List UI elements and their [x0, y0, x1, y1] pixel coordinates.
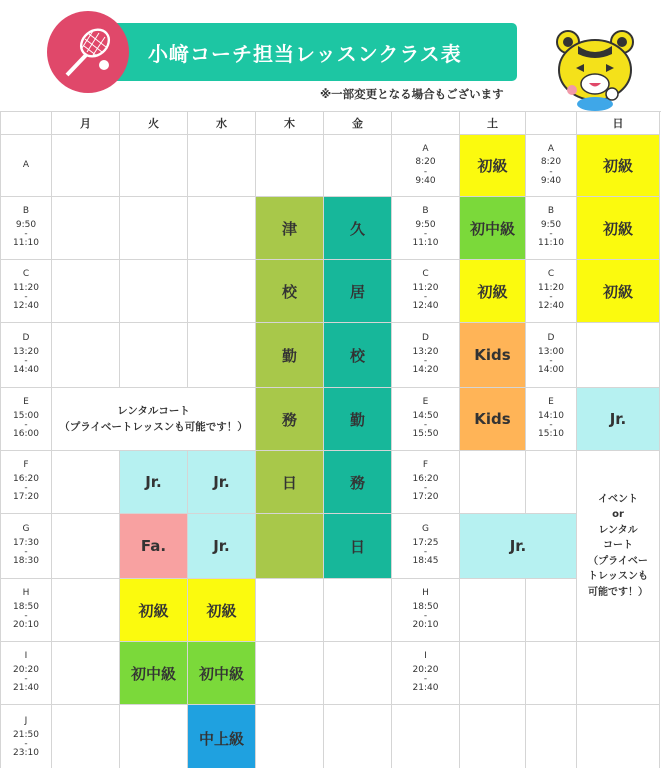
- day-header-sat: 土: [460, 112, 526, 135]
- lesson-sat-e: Kids: [460, 388, 526, 451]
- time-slot-e: E 15:00 - 16:00: [1, 388, 52, 451]
- tennis-racket-logo: [47, 11, 129, 93]
- empty-cell: [256, 579, 324, 642]
- lesson-sat-b: 初中級: [460, 197, 526, 260]
- sat-time-slot-f: F 16:20 - 17:20: [392, 451, 460, 514]
- empty-cell: [120, 197, 188, 260]
- empty-cell: [460, 451, 526, 514]
- lesson-thu-e: 務: [256, 388, 324, 451]
- time-slot-d: D 13:20 - 14:40: [1, 323, 52, 388]
- sat-time-slot-b: B 9:50 - 11:10: [392, 197, 460, 260]
- lesson-wed-i: 初中級: [188, 642, 256, 705]
- tennis-racket-icon: [57, 21, 119, 83]
- lesson-sun-b: 初級: [577, 197, 660, 260]
- empty-cell: [526, 579, 577, 642]
- sat-time-slot-d: D 13:20 - 14:20: [392, 323, 460, 388]
- sat-time-slot-a: A 8:20 - 9:40: [392, 135, 460, 197]
- lesson-sat-c: 初級: [460, 260, 526, 323]
- day-header-tue: 火: [120, 112, 188, 135]
- empty-cell: [120, 260, 188, 323]
- time-slot-a: A: [1, 135, 52, 197]
- sat-time-slot-c: C 11:20 - 12:40: [392, 260, 460, 323]
- empty-cell: [52, 323, 120, 388]
- lesson-thu-g: [256, 514, 324, 579]
- empty-cell: [256, 642, 324, 705]
- lesson-sat-g: Jr.: [460, 514, 577, 579]
- empty-cell: [52, 579, 120, 642]
- empty-cell: [392, 705, 460, 768]
- time-slot-j: J 21:50 - 23:10: [1, 705, 52, 768]
- empty-cell: [52, 135, 120, 197]
- sun-time-slot-a: A 8:20 - 9:40: [526, 135, 577, 197]
- empty-cell: [460, 642, 526, 705]
- lesson-wed-j: 中上級: [188, 705, 256, 768]
- empty-cell: [188, 197, 256, 260]
- empty-cell: [256, 705, 324, 768]
- schedule-table: [0, 111, 661, 768]
- lesson-wed-f: Jr.: [188, 451, 256, 514]
- empty-cell: [52, 642, 120, 705]
- sun-time-slot-c: C 11:20 - 12:40: [526, 260, 577, 323]
- lesson-thu-f: 日: [256, 451, 324, 514]
- empty-cell: [577, 642, 660, 705]
- empty-cell: [188, 135, 256, 197]
- change-notice: ※一部変更となる場合もございます: [320, 87, 504, 101]
- lesson-fri-c: 居: [324, 260, 392, 323]
- day-header-thu: 木: [256, 112, 324, 135]
- page-title: 小﨑コーチ担当レッスンクラス表: [148, 41, 462, 66]
- sat-slot-header: [392, 112, 460, 135]
- empty-cell: [188, 260, 256, 323]
- sun-time-slot-e: E 14:10 - 15:10: [526, 388, 577, 451]
- empty-cell: [460, 579, 526, 642]
- lesson-sun-a: 初級: [577, 135, 660, 197]
- sat-time-slot-g: G 17:25 - 18:45: [392, 514, 460, 579]
- empty-cell: [324, 579, 392, 642]
- empty-cell: [52, 260, 120, 323]
- corner-header: [1, 112, 52, 135]
- time-slot-c: C 11:20 - 12:40: [1, 260, 52, 323]
- empty-cell: [577, 705, 660, 768]
- sun-time-slot-b: B 9:50 - 11:10: [526, 197, 577, 260]
- lesson-sat-a: 初級: [460, 135, 526, 197]
- empty-cell: [120, 135, 188, 197]
- empty-cell: [52, 197, 120, 260]
- lesson-fri-b: 久: [324, 197, 392, 260]
- time-slot-b: B 9:50 - 11:10: [1, 197, 52, 260]
- empty-cell: [188, 323, 256, 388]
- day-header-wed: 水: [188, 112, 256, 135]
- empty-cell: [526, 705, 577, 768]
- empty-cell: [52, 451, 120, 514]
- lesson-sat-d: Kids: [460, 323, 526, 388]
- lesson-tue-g: Fa.: [120, 514, 188, 579]
- lesson-wed-g: Jr.: [188, 514, 256, 579]
- empty-cell: [52, 514, 120, 579]
- sat-time-slot-h: H 18:50 - 20:10: [392, 579, 460, 642]
- empty-cell: [120, 705, 188, 768]
- event-rental-block: イベント or レンタル コート （プライベー トレッスンも 可能です！）: [577, 451, 660, 642]
- bear-mascot-icon: [550, 28, 642, 112]
- sat-time-slot-i: I 20:20 - 21:40: [392, 642, 460, 705]
- lesson-tue-h: 初級: [120, 579, 188, 642]
- lesson-tue-f: Jr.: [120, 451, 188, 514]
- empty-cell: [526, 451, 577, 514]
- empty-cell: [526, 642, 577, 705]
- lesson-fri-e: 勤: [324, 388, 392, 451]
- empty-cell: [256, 135, 324, 197]
- empty-cell: [324, 135, 392, 197]
- lesson-sun-e: Jr.: [577, 388, 660, 451]
- lesson-thu-d: 勤: [256, 323, 324, 388]
- time-slot-f: F 16:20 - 17:20: [1, 451, 52, 514]
- lesson-thu-b: 津: [256, 197, 324, 260]
- time-slot-g: G 17:30 - 18:30: [1, 514, 52, 579]
- empty-cell: [324, 705, 392, 768]
- empty-cell: [120, 323, 188, 388]
- day-header-sun: 日: [577, 112, 660, 135]
- lesson-fri-d: 校: [324, 323, 392, 388]
- empty-cell: [460, 705, 526, 768]
- lesson-tue-i: 初中級: [120, 642, 188, 705]
- lesson-wed-h: 初級: [188, 579, 256, 642]
- sat-time-slot-e: E 14:50 - 15:50: [392, 388, 460, 451]
- empty-cell: [577, 323, 660, 388]
- lesson-fri-f: 務: [324, 451, 392, 514]
- empty-cell: [52, 705, 120, 768]
- empty-cell: [324, 642, 392, 705]
- title-banner: [110, 23, 517, 81]
- sun-slot-header: [526, 112, 577, 135]
- lesson-thu-c: 校: [256, 260, 324, 323]
- tennis-ball-icon: [99, 60, 109, 70]
- lesson-fri-g: 日: [324, 514, 392, 579]
- time-slot-h: H 18:50 - 20:10: [1, 579, 52, 642]
- sun-time-slot-d: D 13:00 - 14:00: [526, 323, 577, 388]
- rental-court-block: レンタルコート （プライベートレッスンも可能です！）: [52, 388, 256, 451]
- day-header-fri: 金: [324, 112, 392, 135]
- lesson-sun-c: 初級: [577, 260, 660, 323]
- day-header-mon: 月: [52, 112, 120, 135]
- time-slot-i: I 20:20 - 21:40: [1, 642, 52, 705]
